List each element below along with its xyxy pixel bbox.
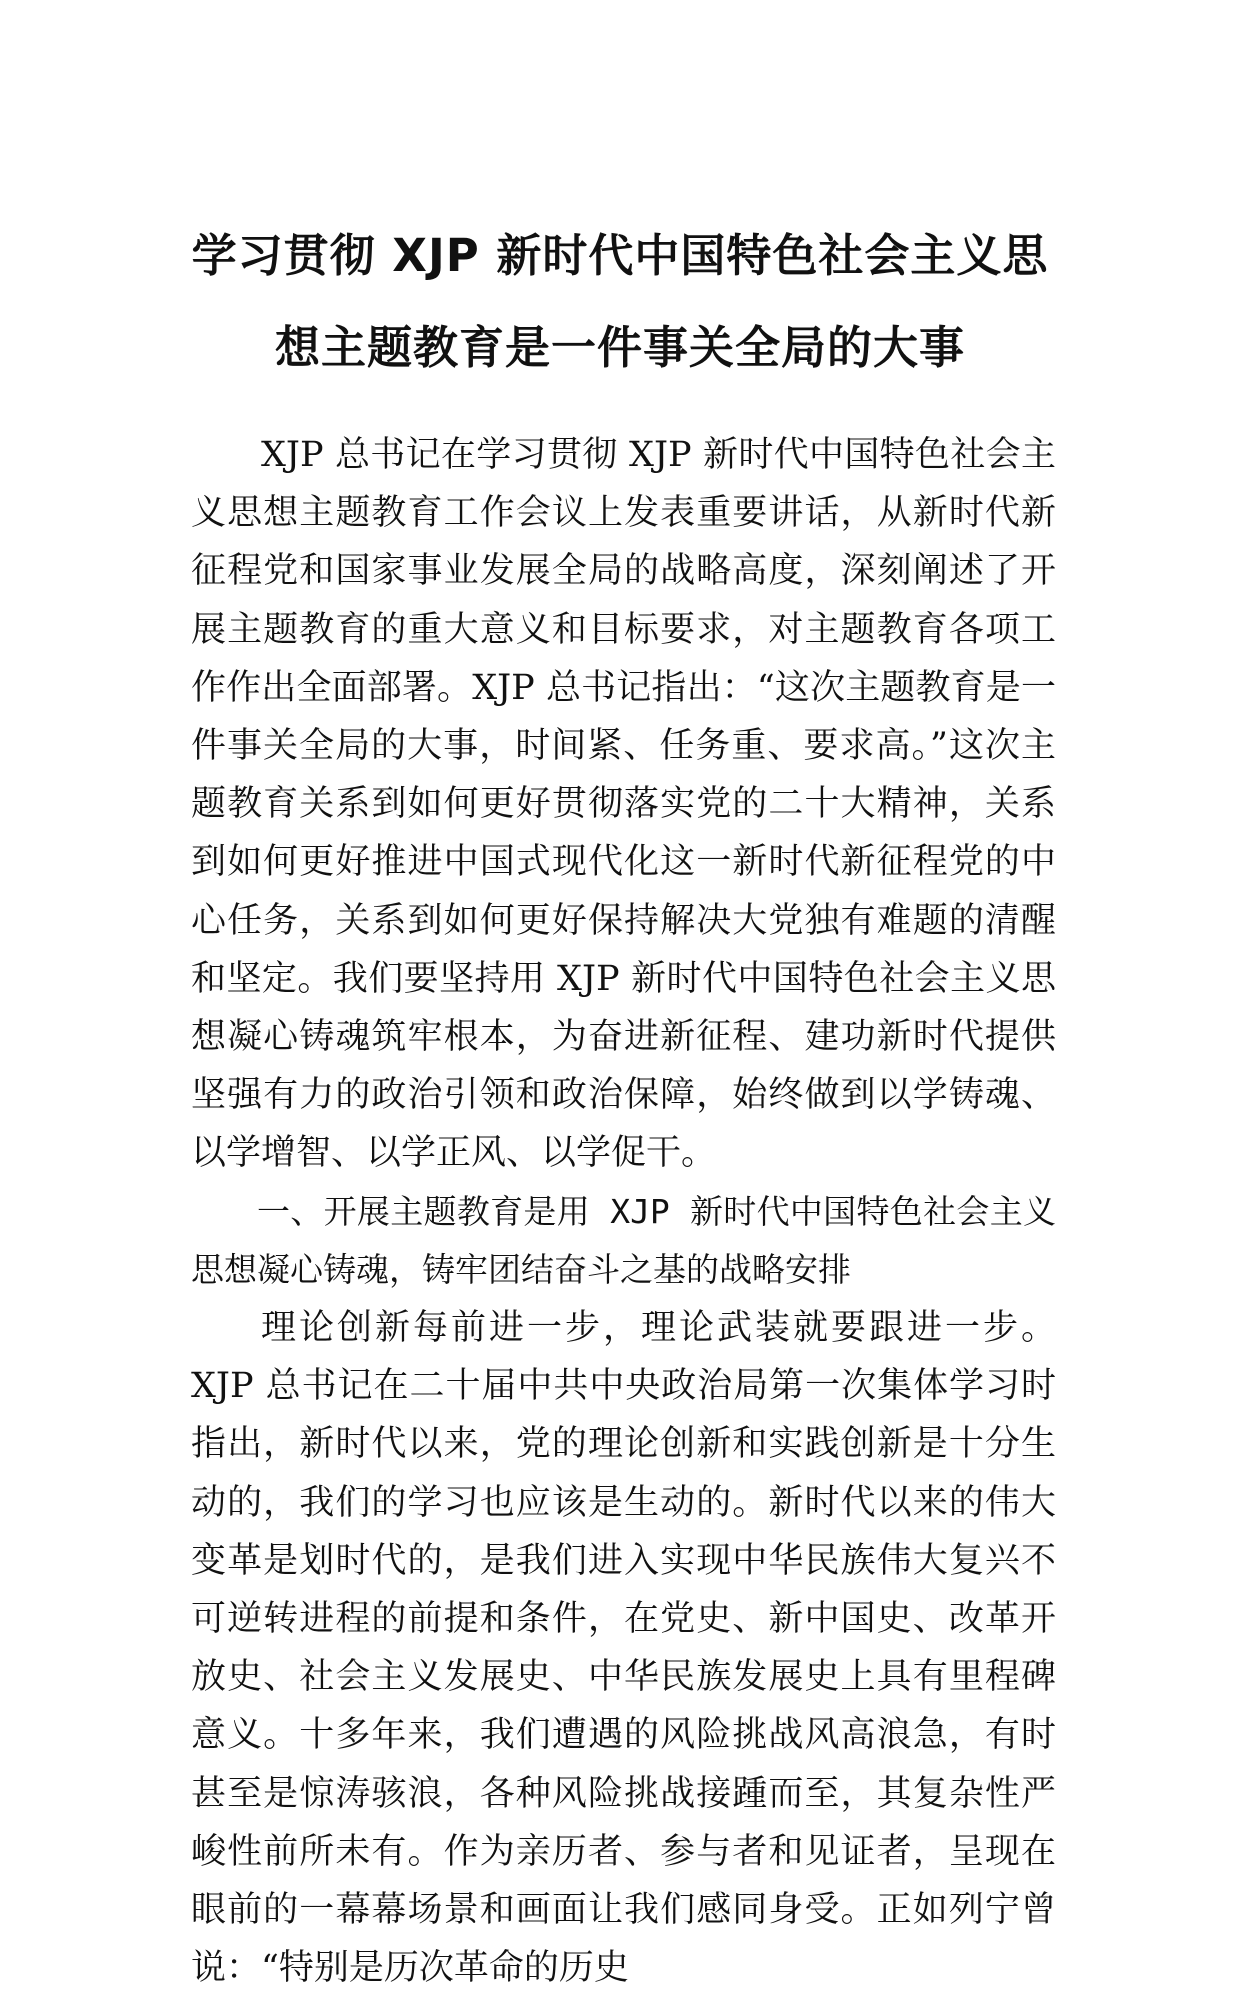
body-paragraph-section-1: 理论创新每前进一步，理论武装就要跟进一步。XJP 总书记在二十届中共中央政治局第一次集体学习时指出，新时代以来，党的理论创新和实践创新是十分生动的，我们的学习也应该是生动的。新时代以来的伟大变革是划时代的，是我们进入实现中华民族伟大复兴不可逆转进程的前提和条件，在党史、新中国史、改革开放史、社会主义发展史、中华民族发展史上具有里程碑意义。十多年来，我们遭遇的风险挑战风高浪急，有时甚至是惊涛骇浪，各种风险挑战接踵而至，其复杂性严峻性前所未有。作为亲历者、参与者和见证者，呈现在眼前的一幕幕场景和画面让我们感同身受。正如列宁曾说：“特别是历次革命的历史 [191, 1308, 1056, 1989]
document-title [120, 210, 1120, 394]
title-line-2: 想主题教育是一件事关全局的大事 [274, 321, 965, 374]
body-paragraph-intro: XJP 总书记在学习贯彻 XJP 新时代中国特色社会主义思想主题教育工作会议上发表重要讲话，从新时代新征程党和国家事业发展全局的战略高度，深刻阐述了开展主题教育的重大意义和目标要求，对主题教育各项工作作出全面部署。XJP 总书记指出：“这次主题教育是一件事关全局的大事，时间紧、任务重、要求高。”这次主题教育关系到如何更好贯彻落实党的二十大精神，关系到如何更好推进中国式现代化这一新时代新征程党的中心任务，关系到如何更好保持解决大党独有难题的清醒和坚定。我们要坚持用 XJP 新时代中国特色社会主义思想凝心铸魂筑牢根本，为奋进新征程、建功新时代提供坚强有力的政治引领和政治保障，始终做到以学铸魂、以学增智、以学正风、以学促干。 [191, 435, 1056, 1174]
document-body [191, 426, 1056, 1997]
title-line-1: 学习贯彻 XJP 新时代中国特色社会主义思 [191, 229, 1049, 282]
section-heading-1: 一、开展主题教育是用 XJP 新时代中国特色社会主义思想凝心铸魂，铸牢团结奋斗之基的战略安排 [191, 1191, 1056, 1289]
